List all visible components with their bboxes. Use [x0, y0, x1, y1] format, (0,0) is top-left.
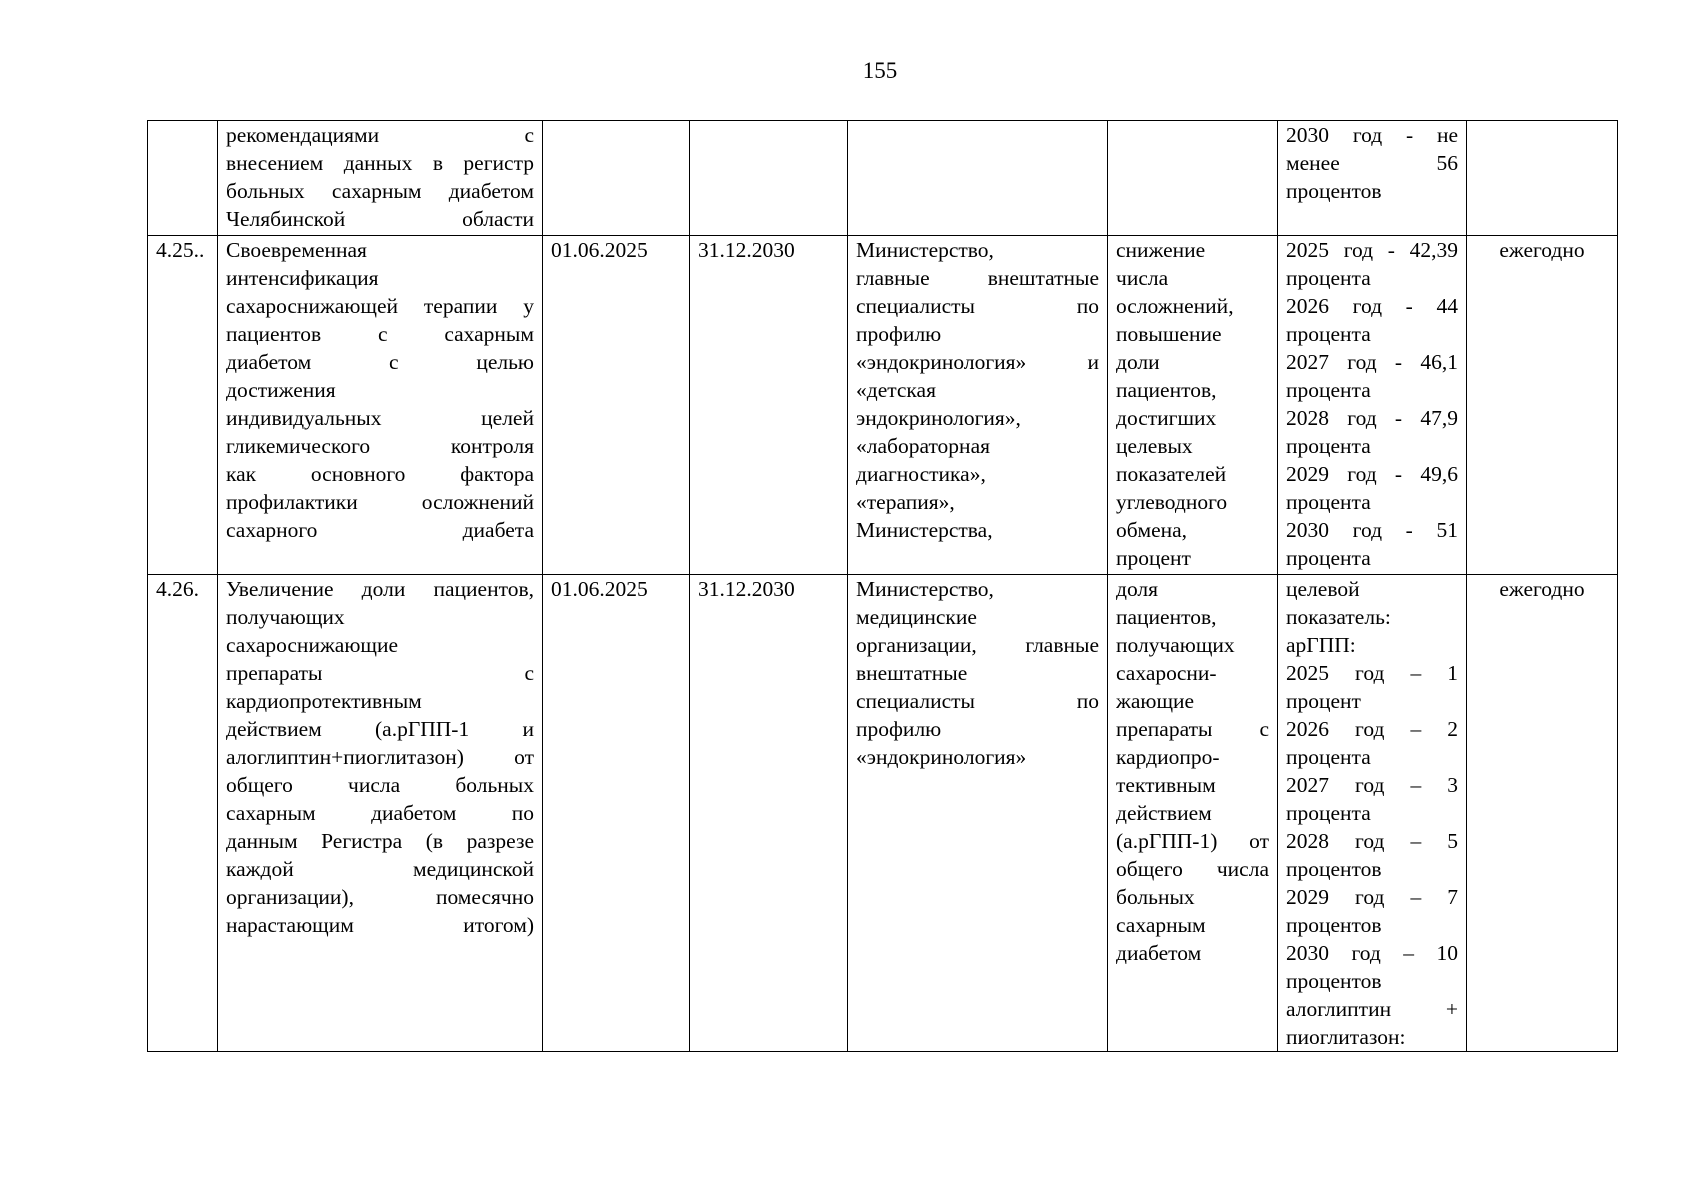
target-indicator-cell-line: менее 56	[1286, 151, 1458, 175]
expected-result-cell-line: (а.рГПП-1) от	[1116, 829, 1269, 853]
expected-result-cell-line: жающие	[1116, 689, 1195, 713]
end-date-cell	[690, 236, 848, 575]
target-indicator-cell-line: 2029 год – 7	[1286, 885, 1458, 909]
target-indicator-cell-line: 2028 год – 5	[1286, 829, 1458, 853]
responsible-cell-line: профилю	[856, 322, 942, 346]
responsible-cell-line: «эндокринология» и	[856, 350, 1099, 374]
responsible-cell-line: «детская	[856, 378, 936, 402]
expected-result-cell	[1108, 121, 1278, 236]
target-indicator-cell-line: 2025 год - 42,39	[1286, 238, 1458, 262]
activity-name-cell-line: сахарного диабета	[226, 518, 534, 542]
target-indicator-cell-line: 2025 год – 1	[1286, 661, 1458, 685]
responsible-cell-line: эндокринология»,	[856, 406, 1021, 430]
table-row	[148, 236, 1618, 575]
table-body	[148, 121, 1618, 1052]
periodicity-cell-text: ежегодно	[1499, 238, 1585, 262]
target-indicator-cell-line: процентов	[1286, 857, 1382, 881]
activity-name-cell-line: профилактики осложнений	[226, 490, 534, 514]
expected-result-cell-line: тективным	[1116, 773, 1216, 797]
target-indicator-cell-line: процента	[1286, 378, 1371, 402]
end-date-cell	[690, 121, 848, 236]
target-indicator-cell-line: процента	[1286, 322, 1371, 346]
activity-name-cell-line: Челябинской области	[226, 207, 534, 231]
target-indicator-cell-line: 2027 год - 46,1	[1286, 350, 1458, 374]
expected-result-cell-line: больных	[1116, 885, 1195, 909]
activity-name-cell-line: данным Регистра (в разрезе	[226, 829, 534, 853]
activity-name-cell-line: интенсификация	[226, 266, 379, 290]
activity-name-cell-line: кардиопротективным	[226, 689, 422, 713]
target-indicator-cell-line: 2030 год - 51	[1286, 518, 1458, 542]
responsible-cell	[848, 236, 1108, 575]
target-indicator-cell-line: 2028 год - 47,9	[1286, 406, 1458, 430]
responsible-cell-line: профилю	[856, 717, 942, 741]
target-indicator-cell-line: процента	[1286, 490, 1371, 514]
responsible-cell-line: «лабораторная	[856, 434, 990, 458]
target-indicator-cell-line: 2030 год – 10	[1286, 941, 1458, 965]
target-indicator-cell-line: 2026 год - 44	[1286, 294, 1458, 318]
activity-name-cell-line: алоглиптин+пиоглитазон) от	[226, 745, 534, 769]
periodicity-cell	[1467, 121, 1618, 236]
end-date-cell	[690, 575, 848, 1052]
end-date-cell-text: 31.12.2030	[698, 577, 795, 601]
target-indicator-cell-line: 2026 год – 2	[1286, 717, 1458, 741]
responsible-cell-line: специалисты по	[856, 689, 1099, 713]
start-date-cell-text: 01.06.2025	[551, 577, 648, 601]
responsible-cell-line: «эндокринология»	[856, 745, 1027, 769]
expected-result-cell-line: сахарным	[1116, 913, 1206, 937]
periodicity-cell	[1467, 575, 1618, 1052]
periodicity-cell	[1467, 236, 1618, 575]
start-date-cell-text: 01.06.2025	[551, 238, 648, 262]
target-indicator-cell-line: процент	[1286, 689, 1361, 713]
expected-result-cell-line: числа	[1116, 266, 1169, 290]
item-number-cell	[148, 236, 218, 575]
start-date-cell	[543, 575, 690, 1052]
expected-result-cell-line: процент	[1116, 546, 1191, 570]
activity-name-cell	[218, 121, 543, 236]
target-indicator-cell-line: процентов	[1286, 969, 1382, 993]
start-date-cell	[543, 236, 690, 575]
activity-name-cell-line: Своевременная	[226, 238, 367, 262]
expected-result-cell-line: доли	[1116, 350, 1160, 374]
activity-name-cell-line: диабетом с целью	[226, 350, 534, 374]
item-number-cell-text: 4.26.	[156, 577, 199, 601]
expected-result-cell-line: пациентов,	[1116, 378, 1217, 402]
target-indicator-cell-line: процента	[1286, 801, 1371, 825]
responsible-cell-line: внештатные	[856, 661, 968, 685]
target-indicator-cell-line: 2030 год - не	[1286, 123, 1458, 147]
responsible-cell-line: медицинские	[856, 605, 977, 629]
target-indicator-cell-line: процента	[1286, 434, 1371, 458]
activity-name-cell-line: действием (а.рГПП-1 и	[226, 717, 534, 741]
activity-name-cell-line: получающих	[226, 605, 345, 629]
activity-name-cell-line: достижения	[226, 378, 336, 402]
expected-result-cell-line: обмена,	[1116, 518, 1188, 542]
expected-result-cell-line: сахароcни-	[1116, 661, 1217, 685]
activity-name-cell-line: больных сахарным диабетом	[226, 179, 534, 203]
activity-name-cell-line: организации), помесячно	[226, 885, 534, 909]
activity-name-cell-line: препараты с	[226, 661, 534, 685]
activity-name-cell-line: каждой медицинской	[226, 857, 534, 881]
start-date-cell	[543, 121, 690, 236]
target-indicator-cell-line: процента	[1286, 546, 1371, 570]
item-number-cell	[148, 121, 218, 236]
activity-name-cell	[218, 575, 543, 1052]
page-number: 155	[862, 58, 898, 83]
activity-name-cell	[218, 236, 543, 575]
target-indicator-cell-line: процентов	[1286, 913, 1382, 937]
expected-result-cell-line: общего числа	[1116, 857, 1269, 881]
expected-result-cell-line: целевых	[1116, 434, 1193, 458]
target-indicator-cell-line: процента	[1286, 745, 1371, 769]
target-indicator-cell	[1278, 575, 1467, 1052]
target-indicator-cell-line: 2027 год – 3	[1286, 773, 1458, 797]
table-row	[148, 575, 1618, 1052]
target-indicator-cell-line: показатель:	[1286, 605, 1391, 629]
responsible-cell-line: «терапия»,	[856, 490, 955, 514]
expected-result-cell-line: кардиопро-	[1116, 745, 1220, 769]
target-indicator-cell-line: арГПП:	[1286, 633, 1356, 657]
responsible-cell-line: главные внештатные	[856, 266, 1099, 290]
responsible-cell	[848, 575, 1108, 1052]
target-indicator-cell-line: 2029 год - 49,6	[1286, 462, 1458, 486]
activity-name-cell-line: пациентов с сахарным	[226, 322, 534, 346]
target-indicator-cell-line: алоглиптин +	[1286, 997, 1458, 1021]
end-date-cell-text: 31.12.2030	[698, 238, 795, 262]
expected-result-cell	[1108, 575, 1278, 1052]
expected-result-cell-line: получающих	[1116, 633, 1235, 657]
target-indicator-cell-line: процента	[1286, 266, 1371, 290]
periodicity-cell-text: ежегодно	[1499, 577, 1585, 601]
expected-result-cell-line: снижение	[1116, 238, 1206, 262]
expected-result-cell-line: углеводного	[1116, 490, 1228, 514]
activity-name-cell-line: внесением данных в регистр	[226, 151, 534, 175]
expected-result-cell-line: повышение	[1116, 322, 1222, 346]
target-indicator-cell	[1278, 236, 1467, 575]
expected-result-cell-line: осложнений,	[1116, 294, 1234, 318]
item-number-cell-text: 4.25..	[156, 238, 205, 262]
activity-name-cell-line: гликемического контроля	[226, 434, 534, 458]
target-indicator-cell	[1278, 121, 1467, 236]
responsible-cell-line: Министерство,	[856, 577, 994, 601]
activity-name-cell-line: как основного фактора	[226, 462, 534, 486]
responsible-cell-line: диагностика»,	[856, 462, 986, 486]
responsible-cell-line: Министерства,	[856, 518, 993, 542]
activity-name-cell-line: рекомендациями с	[226, 123, 534, 147]
expected-result-cell-line: достигших	[1116, 406, 1217, 430]
expected-result-cell-line: препараты с	[1116, 717, 1269, 741]
target-indicator-cell-line: целевой	[1286, 577, 1360, 601]
activity-name-cell-line: сахароснижающие	[226, 633, 399, 657]
responsible-cell-line: организации, главные	[856, 633, 1099, 657]
expected-result-cell-line: доля	[1116, 577, 1159, 601]
activity-name-cell-line: сахароснижающей терапии у	[226, 294, 534, 318]
activity-name-cell-line: Увеличение доли пациентов,	[226, 577, 534, 601]
expected-result-cell-line: действием	[1116, 801, 1212, 825]
expected-result-cell-line: диабетом	[1116, 941, 1202, 965]
expected-result-cell	[1108, 236, 1278, 575]
target-indicator-cell-line: процентов	[1286, 179, 1382, 203]
activities-table	[147, 120, 1618, 1052]
activity-name-cell-line: общего числа больных	[226, 773, 534, 797]
target-indicator-cell-line: пиоглитазон:	[1286, 1025, 1406, 1049]
expected-result-cell-line: пациентов,	[1116, 605, 1217, 629]
expected-result-cell-line: показателей	[1116, 462, 1227, 486]
responsible-cell	[848, 121, 1108, 236]
item-number-cell	[148, 575, 218, 1052]
activity-name-cell-line: нарастающим итогом)	[226, 913, 534, 937]
responsible-cell-line: специалисты по	[856, 294, 1099, 318]
activity-name-cell-line: сахарным диабетом по	[226, 801, 534, 825]
table-row	[148, 121, 1618, 236]
responsible-cell-line: Министерство,	[856, 238, 994, 262]
activity-name-cell-line: индивидуальных целей	[226, 406, 534, 430]
